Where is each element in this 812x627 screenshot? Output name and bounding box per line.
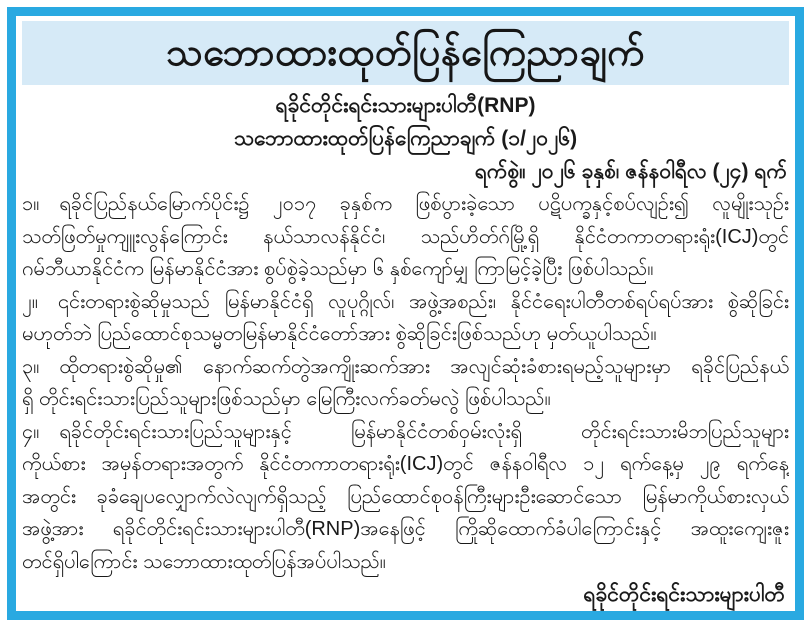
paragraph-number: ၃။ [22, 355, 40, 378]
paragraph-1 [22, 188, 789, 286]
paragraph-line: အတွင်း ခုခံချေပလျှောက်လဲလျက်ရှိသည့် ပြည်ထောင်စုဝန်ကြီးများဦးဆောင်သော မြန်မာကိုယ်စားလှယ် [22, 485, 789, 508]
title-banner [22, 21, 789, 85]
paragraph-number: ၂။ [22, 290, 38, 313]
paragraph-line [22, 351, 789, 384]
paragraph-text: ၎င်းတရားစွဲဆိုမှုသည် မြန်မာနိုင်ငံရှိ လူပုဂ္ဂိုလ်၊ အဖွဲ့အစည်း၊ နိုင်ငံရေးပါတီတစ်ရပ်ရပ်အား စွဲဆိုခြင်း [57, 290, 789, 313]
statement-body [22, 188, 789, 578]
paragraph-line: တင်ရှိပါကြောင်း သဘောထားထုတ်ပြန်အပ်ပါသည်။ [22, 550, 386, 573]
document-title: သဘောထားထုတ်ပြန်ကြေညာချက် [166, 32, 645, 74]
paragraph-line: သတ်ဖြတ်မှုကျူးလွန်ကြောင်း နယ်သာလန်နိုင်ငံ၊ သည်ဟိတ်ဂ်မြို့ရှိ နိုင်ငံတကာတရားရုံး(ICJ)တွင် [22, 225, 789, 248]
statement-number-line: သဘောထားထုတ်ပြန်ကြေညာချက် (၁/၂၀၂၆) [233, 127, 578, 150]
paragraph-line: ကိုယ်စား အမှန်တရားအတွက် နိုင်ငံတကာတရားရုံး(ICJ)တွင် ဇန်နဝါရီလ ၁၂ ရက်နေ့မှ ၂၉ ရက်နေ့ [22, 453, 789, 475]
paragraph-line: ရှိ တိုင်းရင်းသားပြည်သူများဖြစ်သည်မှာ မြေကြီးလက်ခတ်မလွဲ ဖြစ်ပါသည်။ [22, 388, 551, 410]
paragraph-number: ၄။ [22, 420, 40, 443]
paragraph-2 [22, 286, 789, 351]
paragraph-line [22, 416, 789, 449]
paragraph-line [22, 286, 789, 319]
statement-document [7, 7, 804, 620]
paragraph-line [22, 188, 789, 221]
document-content [16, 16, 795, 611]
date-line: ရက်စွဲ။ ၂၀၂၆ ခုနှစ်၊ ဇန်နဝါရီလ (၂၄) ရက် [474, 160, 787, 183]
paragraph-3 [22, 351, 789, 416]
paragraph-line: ဂမ်ဘီယာနိုင်ငံက မြန်မာနိုင်ငံအား စွပ်စွဲခဲ့သည်မှာ ၆ နှစ်ကျော်မျှ ကြာမြင့်ခဲ့ပြီး ဖြစ်ပါသည်။ [22, 258, 654, 280]
paragraph-4 [22, 416, 789, 579]
party-name-line: ရခိုင်တိုင်းရင်းသားများပါတီ(RNP) [275, 94, 536, 117]
paragraph-number: ၁။ [22, 193, 40, 215]
paragraph-line: အဖွဲ့အား ရခိုင်တိုင်းရင်းသားများပါတီ(RNP)အနေဖြင့် ကြိုဆိုထောက်ခံပါကြောင်းနှင့် အထူးကျေးဇူး [22, 518, 789, 540]
paragraph-text: ရခိုင်ပြည်နယ်မြောက်ပိုင်း၌ ၂၀၁၇ ခုနှစ်က ဖြစ်ပွားခဲ့သော ပဋိပက္ခနှင့်စပ်လျဉ်း၍ လူမျိုးသုဉ်း [59, 193, 789, 215]
paragraph-text: ထိုတရားစွဲဆိုမှု၏ နောက်ဆက်တွဲအကျိုးဆက်အား အလျင်ဆုံးခံစားရမည့်သူများမှာ ရခိုင်ပြည်နယ် [59, 355, 789, 378]
paragraph-text: ရခိုင်တိုင်းရင်းသားပြည်သူများနှင့် မြန်မာနိုင်ငံတစ်ဝှမ်းလုံးရှိ တိုင်းရင်းသားမိဘပြည်သူများ [59, 420, 789, 443]
paragraph-line: မဟုတ်ဘဲ ပြည်ထောင်စုသမ္မတမြန်မာနိုင်ငံတော်အား စွဲဆိုခြင်းဖြစ်သည်ဟု မှတ်ယူပါသည်။ [22, 323, 657, 345]
signature-line: ရခိုင်တိုင်းရင်းသားများပါတီ [583, 583, 785, 606]
